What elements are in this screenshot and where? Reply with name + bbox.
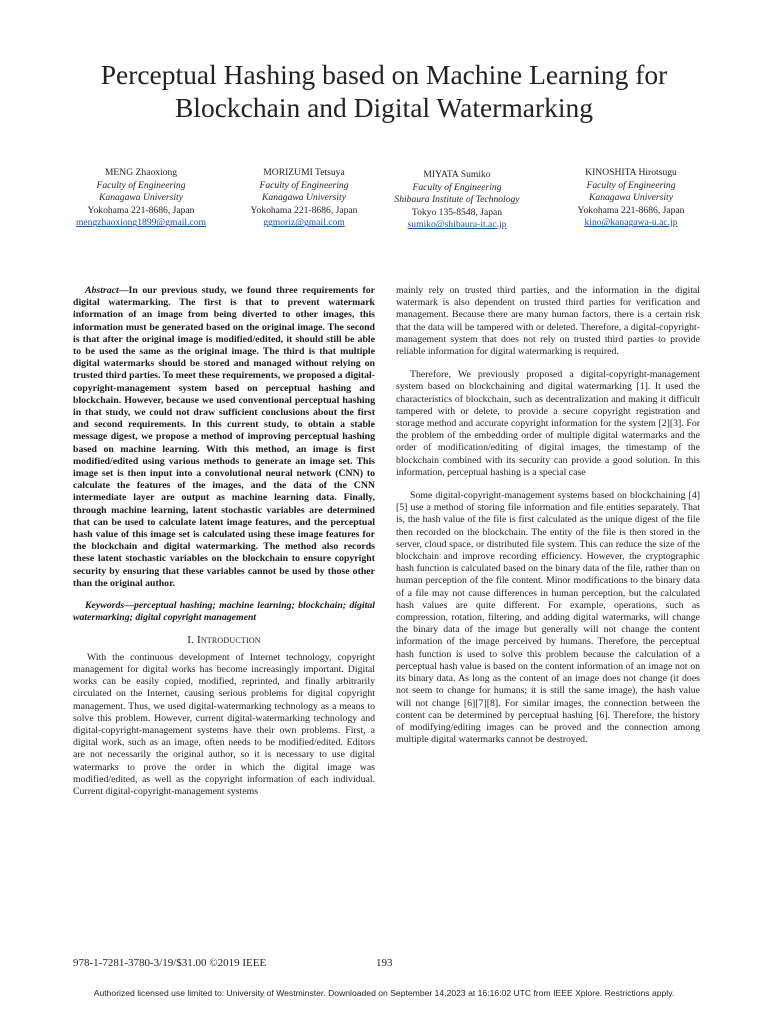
abstract-text: —In our previous study, we found three requirements for digital watermarking. The first is that to prevent watermark information of an image from being diverted to other images, this information must be generated based on the original image. The second is that after the original image is modified/edited, it should still be able to be used the same as the original image. The third is that multiple digital watermarks should be stored and managed without relying on trusted third parties. To meet these requirements, we proposed a digital-copyright-management system based on perceptual hashing and blockchain. However, because we used conventional perceptual hashing in that study, we could not draw sufficient conclusions about the first and second requirements. In this current study, to obtain a stable message digest, we propose a method of improving perceptual hashing based on machine learning. With this method, an image is first modified/edited using various methods to generate an image set. This image set is then input into a convolutional neural network (CNN) to calculate the features of the images, and the data of the CNN intermediate layer are output as machine learning data. Finally, through machine learning, latent stochastic variables are determined that can be used to calculate latent image features, and the perceptual hash value of this image set is calculated using these image features for the blockchain and digital watermarking. The method also records these latent stochastic variables on the blockchain to ensure copyright security by ensuring that these variables cannot be used by those other than the original author. bbox=[73, 285, 375, 589]
title-line-1: Perceptual Hashing based on Machine Learning for bbox=[100, 59, 668, 90]
author-email-link[interactable]: sumiko@shibaura-it.ac.jp bbox=[407, 219, 507, 231]
license-notice: Authorized licensed use limited to: University of Westminster. Downloaded on September 14,2023 at 16:16:02 UTC from IEEE Xplore. Restrictions apply. bbox=[93, 988, 675, 998]
intro-paragraph-1: With the continuous development of Internet technology, copyright management for digital works has become increasingly important. Digital works can be easily copied, modified, reprinted, and finally arbitrarily circulated on the Internet, causing serious problems for digital copyright management. Thus, we used digital-watermarking technology as a means to solve this problem. However, current digital-watermarking technology and digital-copyright-management systems have their own problems. First, a digital work, such as an image, often needs to be modified/edited. Editors are not necessarily the original author, so it is necessary to use digital watermarks to prove the order in which the digital image was modified/edited, as well as the copyright information of each individual. Current digital-copyright-management systems bbox=[73, 651, 375, 797]
isbn-copyright: 978-1-7281-3780-3/19/$31.00 ©2019 IEEE bbox=[73, 957, 267, 969]
author-name: MIYATA Sumiko bbox=[423, 169, 491, 180]
author-block-4 bbox=[556, 167, 706, 230]
body-paragraph-2: Therefore, We previously proposed a digital-copyright-management system based on blockchaining and digital watermarking [1]. It used the characteristics of blockchain, such as decentralization and making it difficult tampered with or delete, to provide a secure copyright registration and storage method and accurate copyright information for the system [2][3]. For the problem of the embedding order of multiple digital watermarks and the order of modification/editing of digital images, the timestamp of the blockchain combined with its security can provide a good solution. In this information, perceptual hashing is a special case bbox=[396, 369, 700, 478]
keywords: Keywords—perceptual hashing; machine learning; blockchain; digital watermarking; digital copyright management bbox=[73, 600, 375, 624]
author-affiliation: Faculty of Engineering bbox=[586, 179, 676, 191]
paper-title bbox=[40, 58, 728, 124]
author-address: Yokohama 221-8686, Japan bbox=[577, 204, 685, 216]
body-paragraph-3: Some digital-copyright-management systems based on blockchaining [4][5] use a method of storing file information and file entities separately. That is, the hash value of the file is first calculated as the unique digest of the file then recorded on the blockchain. The entity of the file is then stored in the server, cloud space, or distributed file system. This can reduce the size of the blockchain and improve recording efficiency. However, the cryptographic hash function is calculated based on the binary data of the file, rather than on human perception of the file content. Minor modifications to the binary data of a file may not cause differences in human perception, but the calculated hash values are quite different. For example, operations, such as compression, rotation, filtering, and adding digital watermarks, will change the binary data of the image but generally will not change the content information of the image perceived by humans. Therefore, the perceptual hash function is used to solve this problem because the calculation of a perceptual hash value is based on the content information of an image not on its binary data. As long as the content of an image does not change (it does not seem to change for humans; it is still the same image), the hash value will not change [6][7][8]. For similar images, the connection between the content can be determined by perceptual hashing [6]. Therefore, the history of modifying/editing images can be proved and the connection among multiple digital watermarks cannot be destroyed. bbox=[396, 490, 700, 746]
body-paragraph-continued: mainly rely on trusted third parties, and the information in the digital watermark is also dependent on trusted third parties for verification and management. Because there are many human factors, there is a certain risk that the data will be tampered with or deleted. Therefore, a digital-copyright-management system that does not rely on trusted third parties to provide reliable information for digital watermarking is required. bbox=[396, 285, 700, 358]
author-institution: Kanagawa University bbox=[262, 192, 346, 204]
author-address: Yokohama 221-8686, Japan bbox=[250, 204, 358, 216]
author-name: KINOSHITA Hirotsugu bbox=[585, 167, 677, 178]
abstract-label: Abstract bbox=[85, 285, 119, 296]
page-number: 193 bbox=[376, 957, 393, 969]
author-institution: Shibaura Institute of Technology bbox=[394, 194, 520, 206]
author-block-1 bbox=[66, 167, 216, 230]
left-column bbox=[73, 285, 375, 798]
author-address: Yokohama 221-8686, Japan bbox=[87, 204, 195, 216]
author-name: MORIZUMI Tetsuya bbox=[263, 167, 345, 178]
author-affiliation: Faculty of Engineering bbox=[259, 179, 349, 191]
author-email-link[interactable]: ggmoriz@gmail.com bbox=[263, 217, 345, 229]
abstract bbox=[73, 285, 375, 590]
author-institution: Kanagawa University bbox=[589, 192, 673, 204]
author-block-3 bbox=[392, 169, 522, 232]
author-block-2 bbox=[229, 167, 379, 230]
author-affiliation: Faculty of Engineering bbox=[412, 181, 502, 193]
author-address: Tokyo 135-8548, Japan bbox=[411, 206, 503, 218]
author-email-link[interactable]: kino@kanagawa-u.ac.jp bbox=[584, 217, 678, 229]
section-heading: I. Introduction bbox=[187, 634, 261, 647]
author-email-link[interactable]: mengzhaoxiong1899@gmail.com bbox=[75, 217, 207, 229]
right-column bbox=[396, 285, 700, 746]
author-institution: Kanagawa University bbox=[99, 192, 183, 204]
author-name: MENG Zhaoxiong bbox=[104, 167, 178, 178]
author-affiliation: Faculty of Engineering bbox=[96, 179, 186, 191]
title-line-2: Blockchain and Digital Watermarking bbox=[174, 92, 594, 123]
